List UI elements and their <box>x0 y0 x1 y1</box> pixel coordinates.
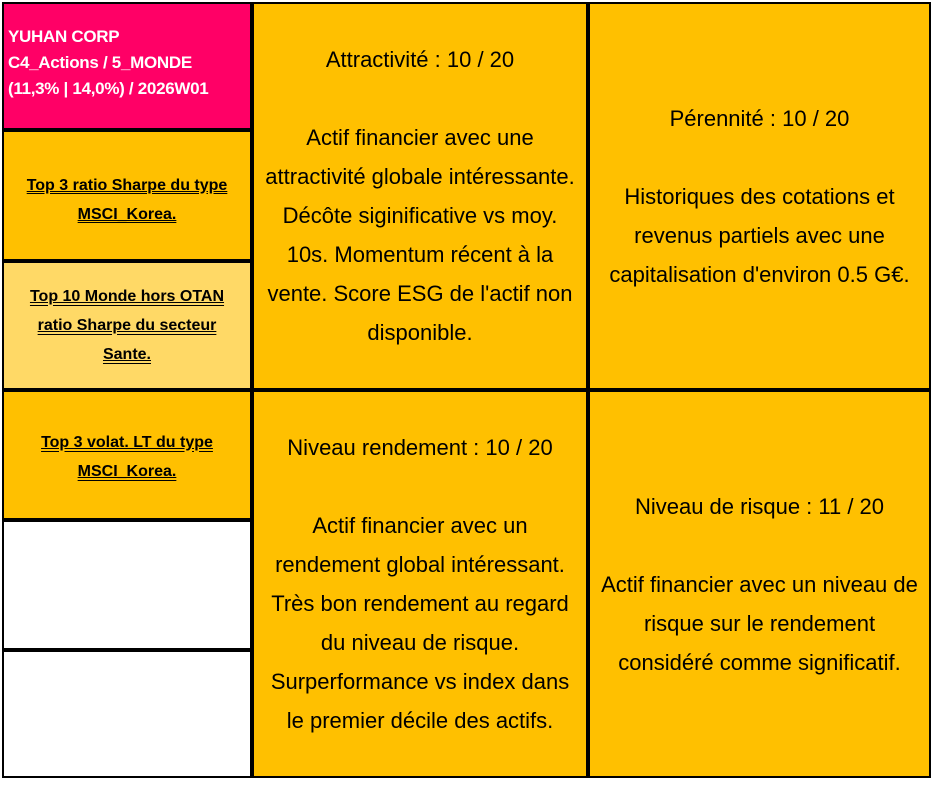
risque-block <box>590 487 929 682</box>
asset-stats: (11,3% | 14,0%) / 2026W01 <box>8 79 209 98</box>
tag-cell-sharpe-type <box>2 130 252 261</box>
risque-title: Niveau de risque : 11 / 20 <box>634 493 885 519</box>
rendement-cell <box>252 390 588 778</box>
empty-cell-2 <box>2 650 252 778</box>
attractivite-block <box>254 40 586 352</box>
perennite-block <box>590 99 929 294</box>
rendement-block <box>254 428 586 740</box>
tag-cell-volat <box>2 390 252 520</box>
tag-volat: Top 3 volat. LT du type MSCI_Korea. <box>41 434 213 480</box>
tag-sharpe-sector: Top 10 Monde hors OTAN ratio Sharpe du secteur Sante. <box>29 288 225 363</box>
attractivite-cell <box>252 2 588 390</box>
perennite-cell <box>588 2 931 390</box>
perennite-text: Historiques des cotations et revenus partiels avec une capitalisation d'environ 0.5 G€. <box>609 183 910 287</box>
risque-cell <box>588 390 931 778</box>
attractivite-text: Actif financier avec une attractivité globale intéressante. Décôte siginificative vs moy. 10s. Momentum récent à la vente. Score ESG de l'actif non disponible. <box>265 125 575 345</box>
asset-category: C4_Actions / 5_MONDE <box>8 53 192 72</box>
asset-name: YUHAN CORP <box>8 27 120 46</box>
rendement-text: Actif financier avec un rendement global intéressant. Très bon rendement au regard du niveau de risque. Surperformance vs index dans le premier décile des actifs. <box>270 513 570 733</box>
tag-cell-sharpe-sector <box>2 261 252 390</box>
rendement-title: Niveau rendement : 10 / 20 <box>287 435 553 460</box>
empty-cell-1 <box>2 520 252 650</box>
attractivite-title: Attractivité : 10 / 20 <box>325 47 515 72</box>
perennite-title: Pérennité : 10 / 20 <box>669 105 850 131</box>
risque-text: Actif financier avec un niveau de risque sur le rendement considéré comme significatif. <box>601 571 918 675</box>
asset-header <box>2 2 252 130</box>
tag-sharpe-type: Top 3 ratio Sharpe du type MSCI_Korea. <box>26 176 228 223</box>
